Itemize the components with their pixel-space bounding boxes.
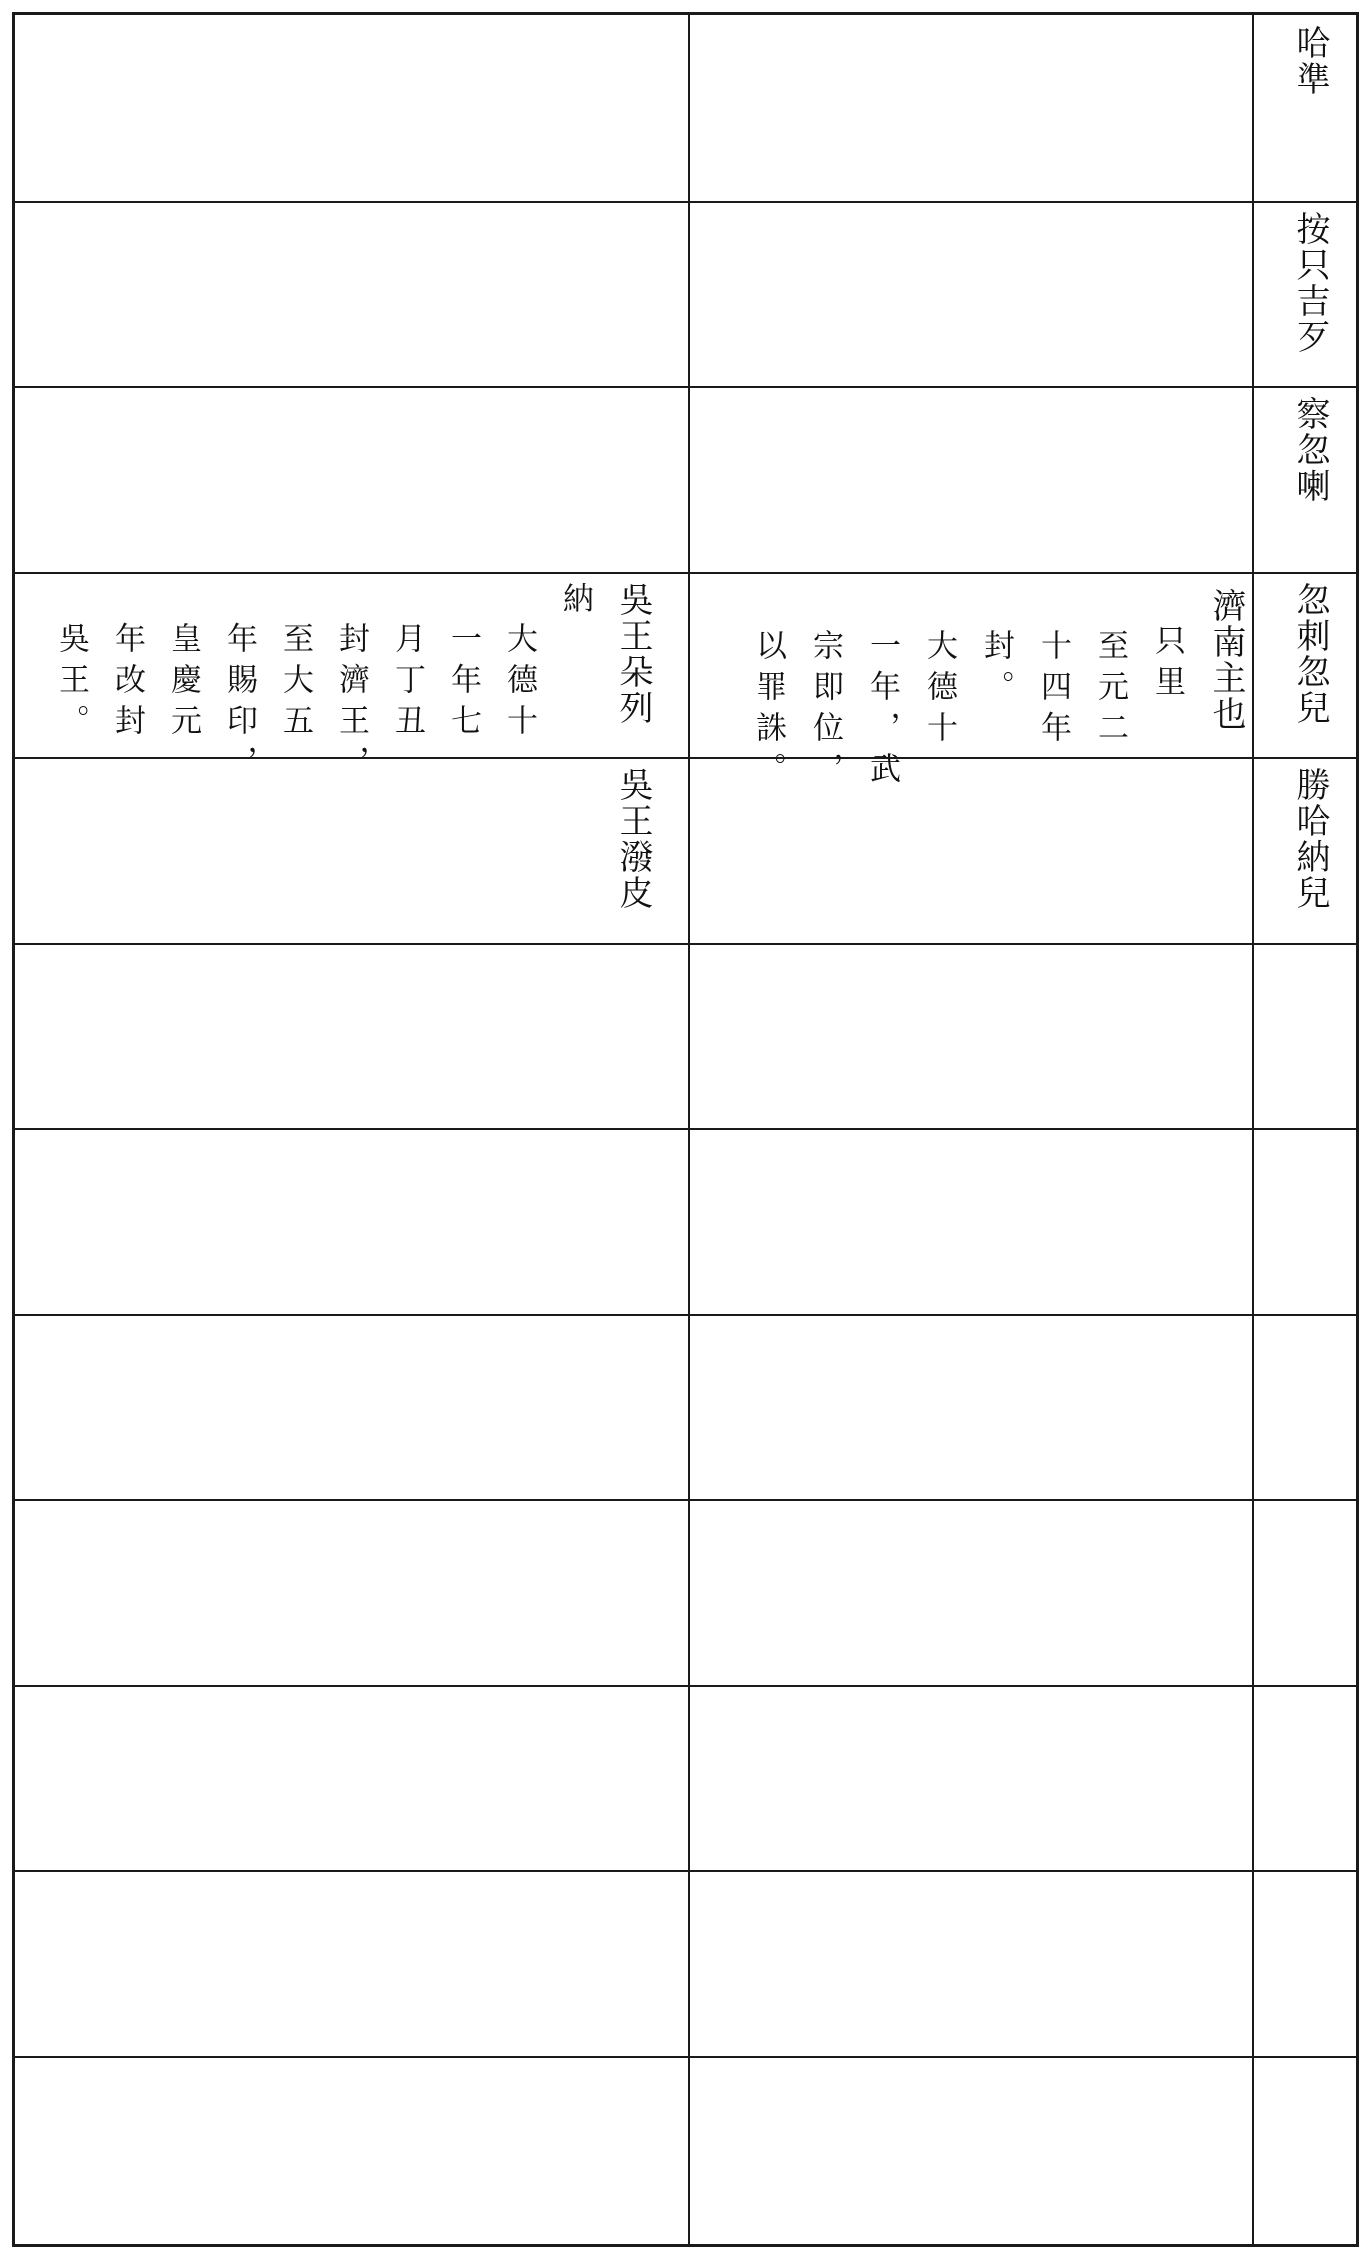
name-cell bbox=[1254, 1128, 1359, 1314]
left-cell bbox=[15, 1870, 688, 2056]
name-cell bbox=[1254, 757, 1359, 943]
left-cell bbox=[15, 1685, 688, 1871]
entry-note-line: 年賜印， bbox=[221, 621, 257, 786]
entry-note-line: 封濟王， bbox=[333, 621, 369, 786]
middle-cell bbox=[690, 386, 1252, 572]
person-name: 察忽喇 bbox=[1290, 396, 1330, 504]
left-cell bbox=[15, 386, 688, 572]
entry-heading: 吳王潑皮 bbox=[613, 767, 653, 911]
middle-cell bbox=[690, 1499, 1252, 1685]
name-cell bbox=[1254, 1314, 1359, 1500]
entry-note-line: 只里 bbox=[1149, 623, 1185, 706]
middle-cell bbox=[690, 201, 1252, 387]
middle-cell bbox=[690, 943, 1252, 1129]
middle-cell bbox=[690, 15, 1252, 201]
entry-note-line: 納 bbox=[557, 581, 593, 623]
middle-cell bbox=[690, 572, 1252, 793]
entry-note-line: 月丁丑 bbox=[389, 621, 425, 745]
name-cell bbox=[1254, 2056, 1359, 2242]
person-name: 按只吉歹 bbox=[1290, 210, 1330, 355]
middle-cell bbox=[690, 1685, 1252, 1871]
left-cell bbox=[15, 1499, 688, 1685]
left-cell bbox=[15, 1314, 688, 1500]
name-cell bbox=[1254, 386, 1359, 572]
name-cell bbox=[1254, 1499, 1359, 1685]
middle-cell bbox=[690, 757, 1252, 943]
entry-note-line: 至大五 bbox=[277, 621, 313, 745]
genealogy-table bbox=[12, 12, 1359, 2247]
middle-cell bbox=[690, 1128, 1252, 1314]
middle-cell bbox=[690, 1870, 1252, 2056]
entry-note-line: 大德十 bbox=[921, 628, 957, 752]
entry-note-line: 一年七 bbox=[445, 621, 481, 745]
entry-note-line: 一年，武 bbox=[864, 628, 900, 793]
left-cell bbox=[15, 15, 688, 201]
entry-note-line: 皇慶元 bbox=[165, 621, 201, 745]
name-cell bbox=[1254, 201, 1359, 387]
person-name: 哈準 bbox=[1290, 25, 1330, 97]
name-cell bbox=[1254, 1870, 1359, 2056]
entry-note-line: 封。 bbox=[978, 628, 1014, 711]
name-cell bbox=[1254, 943, 1359, 1129]
person-name: 勝哈納兒 bbox=[1290, 767, 1330, 911]
entry-heading: 濟南主也 bbox=[1206, 587, 1246, 732]
entry-note-line: 十四年 bbox=[1035, 628, 1071, 752]
entry-heading: 吳王朵列 bbox=[613, 581, 653, 726]
left-cell bbox=[15, 572, 688, 786]
entry-note-line: 以罪誅。 bbox=[750, 628, 786, 793]
person-name: 忽刺忽兒 bbox=[1290, 581, 1330, 726]
entry-note-line: 宗即位， bbox=[807, 628, 843, 793]
middle-cell bbox=[690, 2056, 1252, 2242]
name-cell bbox=[1254, 572, 1359, 758]
entry-note-line: 大德十 bbox=[501, 621, 537, 745]
left-cell bbox=[15, 2056, 688, 2242]
name-cell bbox=[1254, 15, 1359, 201]
entry-note-line: 吳王。 bbox=[53, 621, 89, 745]
left-cell bbox=[15, 943, 688, 1129]
left-cell bbox=[15, 201, 688, 387]
entry-note-line: 至元二 bbox=[1092, 628, 1128, 752]
left-cell bbox=[15, 1128, 688, 1314]
left-cell bbox=[15, 757, 688, 943]
middle-cell bbox=[690, 1314, 1252, 1500]
entry-note-line: 年改封 bbox=[109, 621, 145, 745]
name-cell bbox=[1254, 1685, 1359, 1871]
